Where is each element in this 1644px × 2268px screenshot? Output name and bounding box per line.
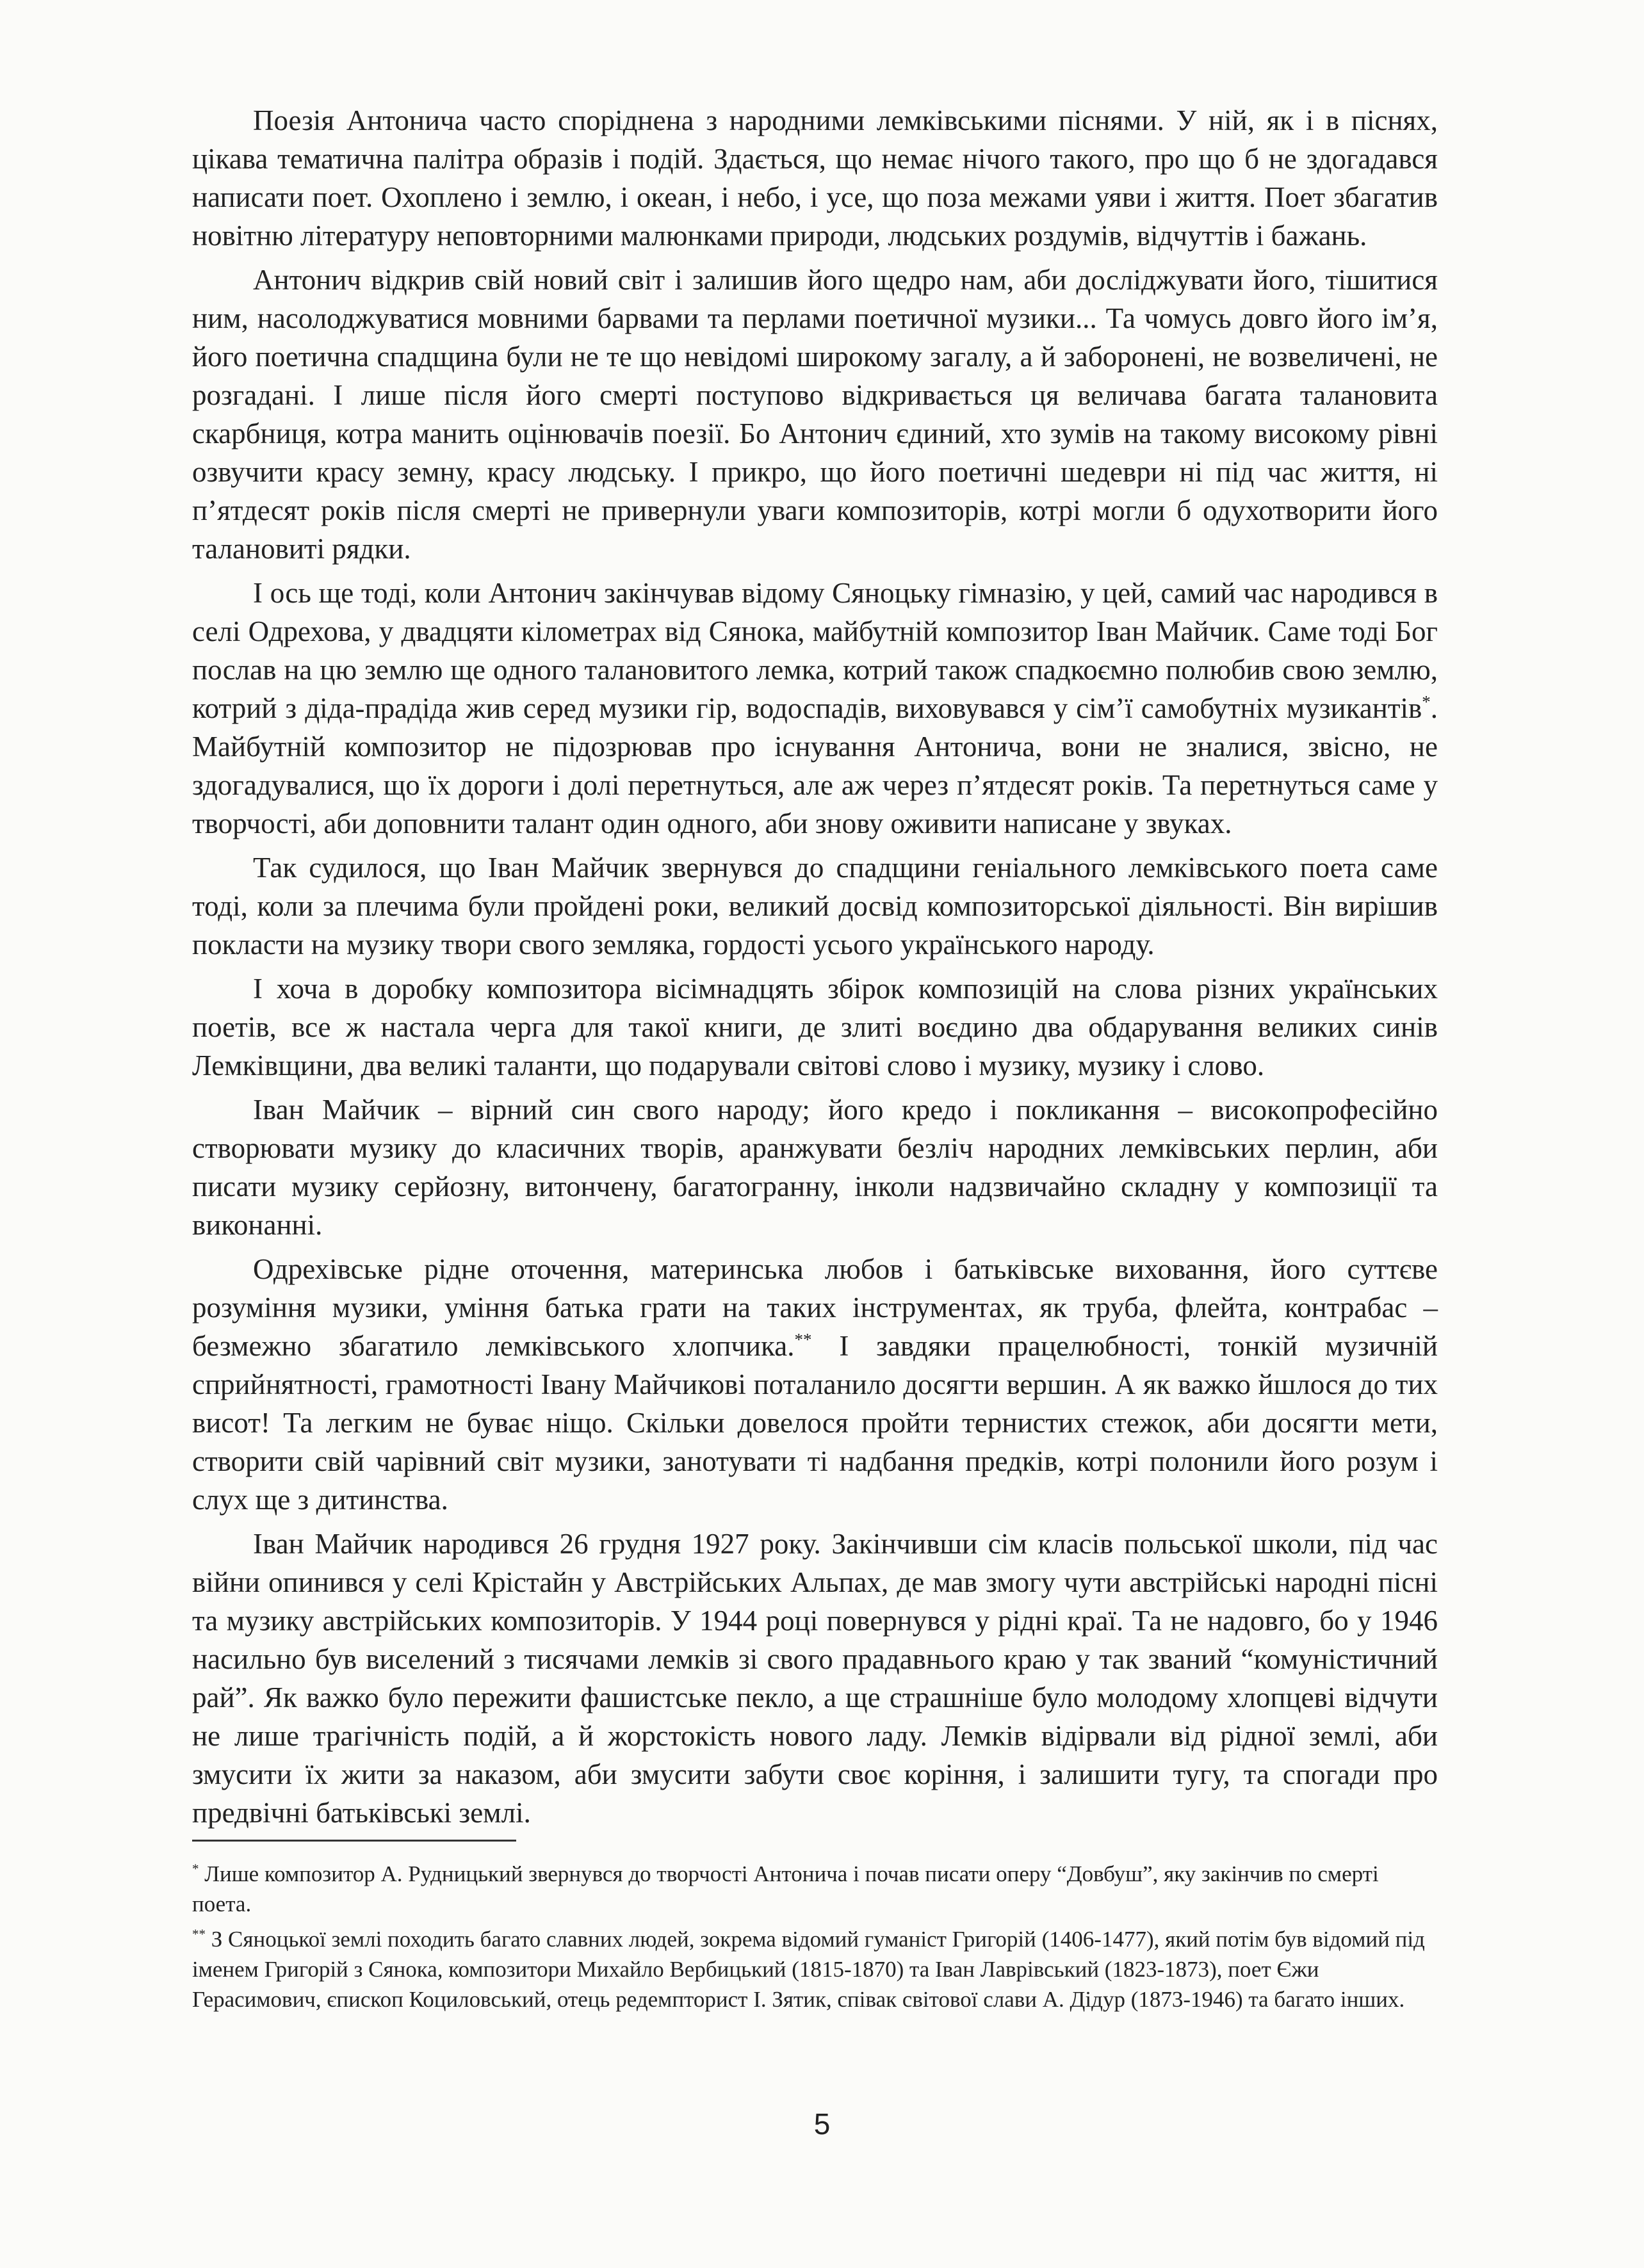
page-number: 5 <box>813 2107 831 2141</box>
footnote-text: З Сяноцької землі походить багато славних людей, зокрема відомий гуманіст Григорій (1406-1477), який потім був відомий під іменем Григорій з Сянока, композитори Михайло Вербицький (1815-1870) та Іван Лаврівський (1823-1873), поет Єжи Герасимович, єпископ Коциловський, отець редемпторист І. Зятик, співак світової слави А. Дідур (1873-1946) та багато інших. <box>192 1927 1425 2012</box>
footnote-mark: * <box>192 1861 199 1877</box>
paragraph <box>192 574 1438 843</box>
paragraph-text: Одрехівське рідне оточення, материнська любов і батьківське виховання, його суттєве розуміння музики, уміння батька грати на таких інструментах, як труба, флейта, контрабас – безмежно збагатило лемківського хлопчика. <box>192 1253 1438 1362</box>
main-text <box>192 101 1438 1838</box>
paragraph: Антонич відкрив свій новий світ і залишив його щедро нам, аби досліджувати його, тішитися ним, насолоджуватися мовними барвами та перлами поетичної музики... Та чомусь довго його ім’я, його поетична спадщина були не те що невідомі широкому загалу, а й заборонені, не возвеличені, не розгадані. І лише після його смерті поступово відкривається ця величава багата талановита скарбниця, котра манить оцінювачів поезії. Бо Антонич єдиний, хто зумів на такому високому рівні озвучити красу земну, красу людську. І прикро, що його поетичні шедеври ні під час життя, ні п’ятдесят років після смерті не привернули уваги композиторів, котрі могли б одухотворити його талановиті рядки. <box>192 264 1438 565</box>
footnote-text: Лише композитор А. Рудницький звернувся до творчості Антонича і почав писати оперу “Довбуш”, яку закінчив по смерті поета. <box>192 1861 1379 1916</box>
footnotes <box>192 1859 1438 2020</box>
paragraph-text: І завдяки працелюбності, тонкій музичній сприйнятності, грамотності Івану Майчикові поталанило досягти вершин. А як важко йшлося до тих висот! Та легким не буває ніщо. Скільки довелося пройти тернистих стежок, аби досягти мети, створити свій чарівний світ музики, занотувати ті надбання предків, котрі полонили його розум і слух ще з дитинства. <box>192 1330 1438 1516</box>
footnote <box>192 1924 1438 2014</box>
paragraph-text: . Майбутній композитор не підозрював про існування Антонича, вони не зналися, звісно, не здогадувалися, що їх дороги і долі перетнуться, але аж через п’ятдесят років. Та перетнуться саме у творчості, аби доповнити талант один одного, аби знову оживити написане у звуках. <box>192 692 1438 839</box>
paragraph: Так судилося, що Іван Майчик звернувся до спадщини геніального лемківського поета саме тоді, коли за плечима були пройдені роки, великий досвід композиторської діяльності. Він вирішив покласти на музику твори свого земляка, гордості усього українського народу. <box>192 852 1438 960</box>
paragraph: Поезія Антонича часто споріднена з народними лемківськими піснями. У ній, як і в піснях, цікава тематична палітра образів і подій. Здається, що немає нічого такого, про що б не здогадався написати поет. Охоплено і землю, і океан, і небо, і усе, що поза межами уяви і життя. Поет збагатив новітню літературу неповторними малюнками природи, людських роздумів, відчуттів і бажань. <box>192 104 1438 252</box>
footnote <box>192 1859 1438 1919</box>
paragraph: Іван Майчик – вірний син свого народу; його кредо і покликання – висoкoпрофесійно створювати музику до класичних творів, аранжувати безліч народних лемківських перлин, аби писати музику серйозну, витончену, багатогранну, інколи надзвичайно складну у композиції та виконанні. <box>192 1094 1438 1241</box>
footnote-separator <box>192 1840 516 1842</box>
footnote-mark: ** <box>192 1926 206 1942</box>
paragraph: І хоча в доробку композитора вісімнадцять збірок композицій на слова різних українських поетів, все ж настала черга для такої книги, де злиті воєдино два обдарування великих синів Лемківщини, два великі таланти, що подарували світові слово і музику, музику і слово. <box>192 973 1438 1081</box>
footnote-marker: ** <box>794 1330 812 1349</box>
paragraph-text: І ось ще тоді, коли Антонич закінчував відому Сяноцьку гімназію, у цей, самий час народився в селі Одрехова, у двадцяти кілометрах від Сянока, майбутній композитор Іван Майчик. Саме тоді Бог послав на цю землю ще одного талановитого лемка, котрий також спадкоємно полюбив свою землю, котрий з діда-прадіда жив серед музики гір, водоспадів, виховувався у сім’ї самобутніх музикантів <box>192 577 1438 724</box>
paragraph <box>192 1250 1438 1519</box>
footnote-marker: * <box>1422 692 1431 711</box>
paragraph: Іван Майчик народився 26 грудня 1927 року. Закінчивши сім класів польської школи, під час війни опинився у селі Крістайн у Австрійських Альпах, де мав змогу чути австрійські народні пісні та музику австрійських композиторів. У 1944 році повернувся у рідні краї. Та не надовго, бо у 1946 насильно був виселений з тисячами лемків зі свого прадавнього краю у так званий “комуністичний рай”. Як важко було пережити фашистське пекло, а ще страшніше було молодому хлопцеві відчути не лише трагічність подій, а й жорстокість нового ладу. Лемків відірвали від рідної землі, аби змусити їх жити за наказом, аби змусити забути своє коріння, і залишити тугу, та спогади про предвічні батьківські землі. <box>192 1528 1438 1829</box>
